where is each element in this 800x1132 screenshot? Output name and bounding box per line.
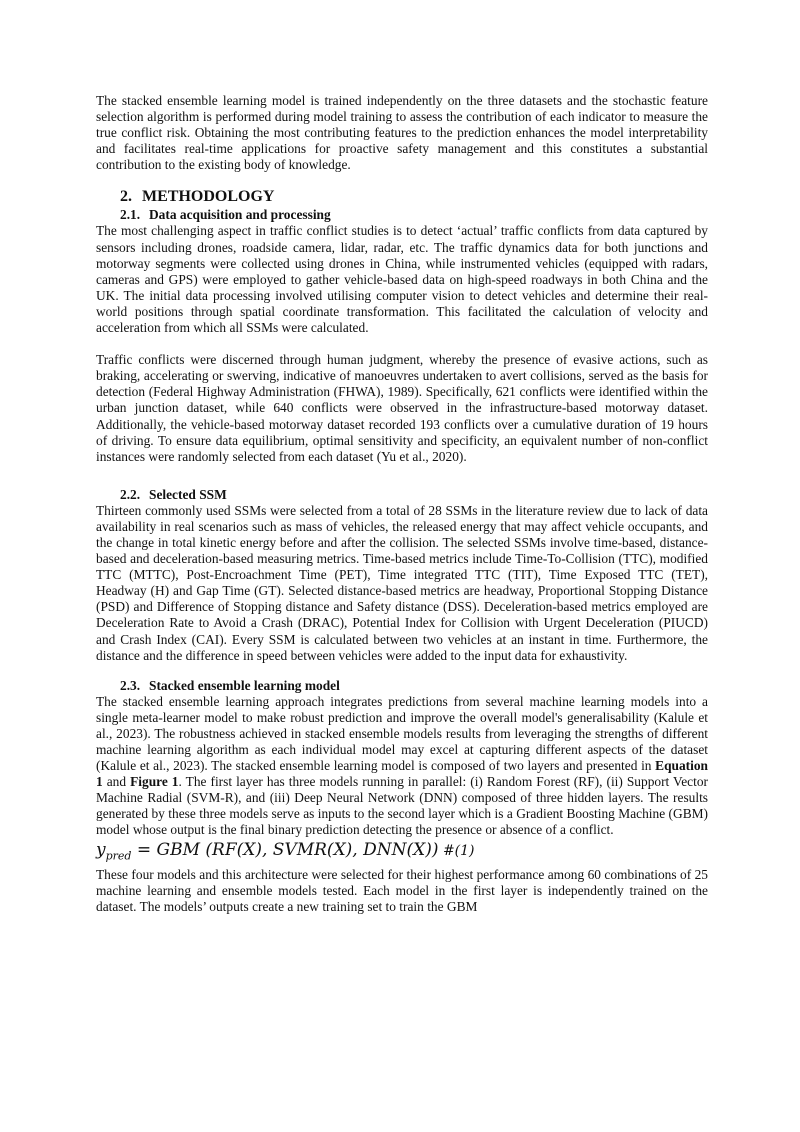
subsection-2-1-title: Data acquisition and processing [149, 207, 331, 223]
paragraph-2-3-a-rest: . The first layer has three models running in parallel: (i) Random Forest (RF), (ii) Support Vector Machine Radial (SVM-R), and (iii) Deep Neural Network (DNN) composed of three hidden layers. The results generated by these three models serve as inputs to the second layer which is a Gradient Boosting Machine (GBM) model whose output is the final binary prediction detecting the presence or absence of a conflict. [96, 774, 709, 838]
subsection-2-1-number: 2.1. [120, 207, 141, 223]
figure-reference: Figure 1 [130, 774, 179, 790]
paragraph-2-3-a [96, 694, 708, 839]
paragraph-2-1-a: The most challenging aspect in traffic conflict studies is to detect ‘actual’ traffic conflicts from data captured by sensors including drones, roadside camera, lidar, radar, etc. The traffic dynamics data for both junctions and motorway segments were collected using drones in China, while instrumented vehicles (equipped with radars, cameras and GPS) were employed to gather vehicle-based data on high-speed roadways in both China and the UK. The initial data processing involved utilising computer vision to detect vehicles and determine their real-world positions through spatial coordinate transformation. This facilitated the calculation of velocity and acceleration from which all SSMs were calculated. [96, 223, 708, 336]
equation-subscript: pred [105, 848, 132, 862]
equation-reference: Equation 1 [96, 758, 708, 790]
paragraph-2-3-b: These four models and this architecture were selected for their highest performance among 60 combinations of 25 machine learning and ensemble models tested. Each model in the first layer is independently trained on the dataset. The models’ outputs create a new training set to train the GBM [96, 866, 708, 915]
subsection-2-2-title: Selected SSM [149, 486, 227, 502]
equation-lhs: y [96, 839, 106, 860]
section-number: 2. [120, 188, 132, 206]
subsection-2-2-heading [96, 487, 708, 503]
section-title: METHODOLOGY [142, 188, 275, 206]
subsection-2-1-heading [96, 207, 708, 223]
paragraph-2-1-b: Traffic conflicts were discerned through human judgment, whereby the presence of evasive actions, such as braking, accelerating or swerving, indicative of manoeuvres undertaken to avert collisions, served as the basis for detection (Federal Highway Administration (FHWA), 1989). Specifically, 621 conflicts were identified within the urban junction dataset, while 640 conflicts were observed in the infrastructure-based motorway dataset. Additionally, the vehicle-based motorway dataset recorded 193 conflicts over a cumulative duration of 19 hours of driving. To ensure data equilibrium, optimal sensitivity and specificity, an equivalent number of non-conflict instances were randomly selected from each dataset (Yu et al., 2020). [96, 352, 708, 464]
intro-paragraph: The stacked ensemble learning model is trained independently on the three datasets and the stochastic feature selection algorithm is performed during model training to assess the contribution of each indicator to measure the true conflict risk. Obtaining the most contributing features to the prediction enhances the model interpretability and facilitates real-time applications for proactive safety management and this constitutes a substantial contribution to the existing body of knowledge. [96, 93, 708, 173]
subsection-2-3-heading [96, 678, 708, 694]
page-content [96, 93, 708, 915]
paragraph-2-3-a-and: and [102, 774, 131, 790]
subsection-2-3-title: Stacked ensemble learning model [149, 677, 340, 693]
equation-tag: #(1) [438, 842, 475, 859]
subsection-2-2-number: 2.2. [120, 486, 141, 502]
paragraph-2-2: Thirteen commonly used SSMs were selected from a total of 28 SSMs in the literature review due to lack of data availability in real scenarios such as mass of vehicles, the released energy that may affect vehicle occupants, and the change in total kinetic energy before and after the collision. The selected SSMs involve time-based, distance-based and deceleration-based measuring metrics. Time-based metrics include Time-To-Collision (TTC), modified TTC (MTTC), Post-Encroachment Time (PET), Time integrated TTC (TIT), Time Exposed TTC (TET), Headway (H) and Gap Time (GT). Selected distance-based metrics are headway, Proportional Stopping Distance (PSD) and Difference of Stopping distance and Safety distance (DSS). Deceleration-based metrics employed are Deceleration Rate to Avoid a Crash (DRAC), Potential Index for Collision with Urgent Deceleration (PIUCD) and Crash Index (CAI). Every SSM is calculated between two vehicles at an instant in time. Furthermore, the distance and the difference in speed between vehicles were added to the input data for exhaustivity. [96, 502, 708, 663]
equation-rhs: = GBM (RF(X), SVMR(X), DNN(X)) [131, 839, 439, 860]
equation-1 [96, 839, 708, 867]
subsection-2-3-number: 2.3. [120, 677, 141, 693]
section-heading [96, 187, 708, 207]
paragraph-2-3-a-text: The stacked ensemble learning approach integrates predictions from several machine learning models into a single meta-learner model to make robust prediction and improve the overall model's generalisability (Kalule et al., 2023). The robustness achieved in stacked ensemble models results from leveraging the strengths of different machine learning algorithm as each individual model may excel at capturing different aspects of the dataset (Kalule et al., 2023). The stacked ensemble learning model is composed of two layers and presented in [96, 693, 708, 774]
